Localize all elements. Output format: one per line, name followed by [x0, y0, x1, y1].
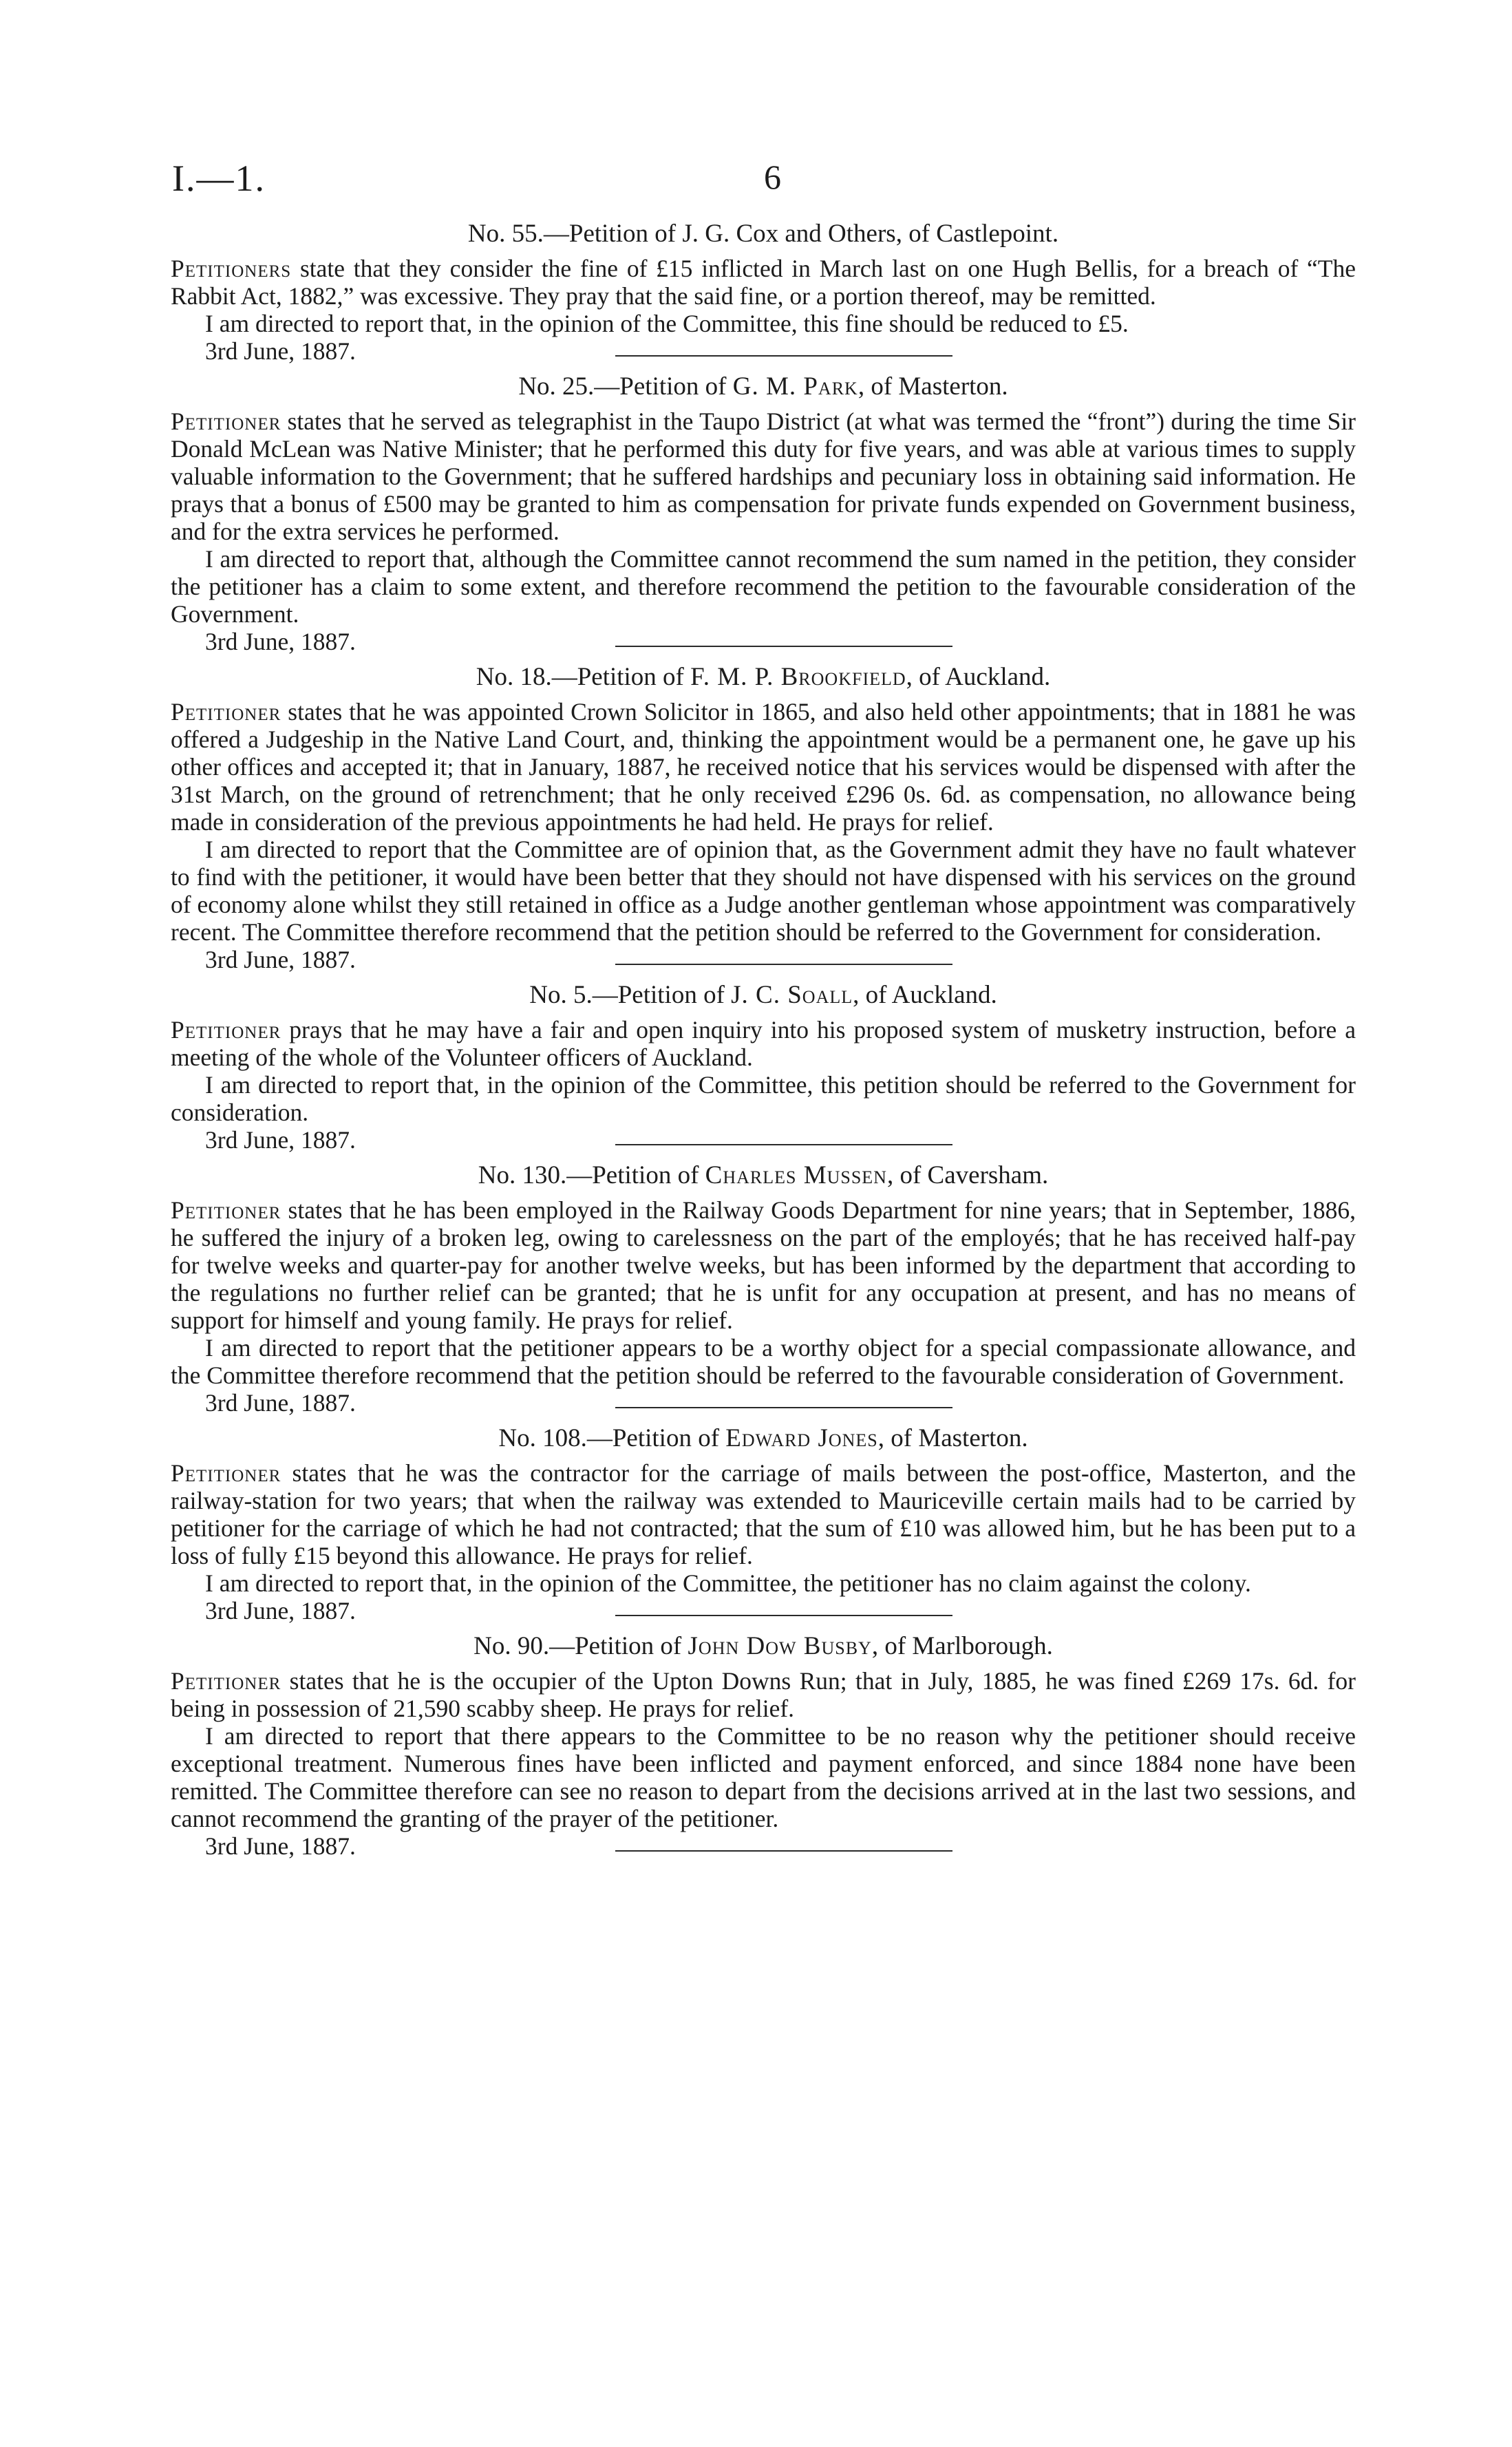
petition-55 — [171, 219, 1356, 365]
page-header — [172, 157, 1356, 205]
section-divider — [615, 1407, 952, 1408]
section-divider — [615, 1615, 952, 1616]
petition-title: No. 108.—Petition of Edward Jones, of Masterton. — [498, 1424, 1028, 1452]
committee-report: I am directed to report that there appears to the Committee to be no reason why the petitioner should receive exceptional treatment. Numerous fines have been inflicted and payment enforced, and since 1884 none have been remitted. The Committee therefore can see no reason to depart from the decisions arrived at in the last two sessions, and cannot recommend the granting of the prayer of the petitioner. — [171, 1722, 1356, 1832]
report-date: 3rd June, 1887. — [205, 1126, 356, 1154]
petition-statement: Petitioner states that he served as telegraphist in the Taupo District (at what was termed the “front”) during the time Sir Donald McLean was Native Minister; that he performed this duty for five years, and was able at various times to supply valuable information to the Government; that he suffered hardships and pecuniary loss in obtaining said information. He prays that a bonus of £500 may be granted to him as compensation for private funds expended on Government business, and for the extra services he performed. — [171, 407, 1356, 545]
petition-statement: Petitioner states that he was appointed Crown Solicitor in 1865, and also held other appointments; that in 1881 he was offered a Judgeship in the Native Land Court, and, thinking the appointment would be a permanent one, he gave up his other offices and accepted it; that in January, 1887, he received notice that his services would be dispensed with after the 31st March, on the ground of retrenchment; that he only received £296 0s. 6d. as compensation, no allowance being made in consideration of the previous appointments he had held. He prays for relief. — [171, 698, 1356, 836]
petition-18 — [171, 662, 1356, 973]
section-divider — [615, 1850, 952, 1852]
report-date: 3rd June, 1887. — [205, 946, 356, 973]
report-date: 3rd June, 1887. — [205, 628, 356, 655]
committee-report: I am directed to report that the Committee are of opinion that, as the Government admit they have no fault whatever to find with the petitioner, it would have been better that they should not have dispensed with his services on the ground of economy alone whilst they still retained in office as a Judge another gentleman whose appointment was comparatively recent. The Committee therefore recommend that the petition should be referred to the Government for consideration. — [171, 836, 1356, 946]
petitions-list — [171, 219, 1356, 1867]
committee-report: I am directed to report that, in the opinion of the Committee, this petition should be referred to the Government for consideration. — [171, 1071, 1356, 1126]
report-date: 3rd June, 1887. — [205, 337, 356, 365]
petition-title: No. 18.—Petition of F. M. P. Brookfield, of Auckland. — [476, 663, 1051, 691]
petition-statement: Petitioner states that he has been employed in the Railway Goods Department for nine years; that in September, 1886, he suffered the injury of a broken leg, owing to carelessness on the part of the employés; that he has received half-pay for twelve weeks and quarter-pay for another twelve weeks, but has been informed by the department that according to the regulations no further relief can be granted; that he is unfit for any occupation at present, and has no means of support for himself and young family. He prays for relief. — [171, 1196, 1356, 1334]
petition-statement: Petitioner states that he was the contractor for the carriage of mails between the post-office, Masterton, and the railway-station for two years; that when the railway was extended to Mauriceville certain mails had to be carried by petitioner for the carriage of which he had not contracted; that the sum of £10 was allowed him, but he has been put to a loss of fully £15 beyond this allowance. He prays for relief. — [171, 1459, 1356, 1569]
committee-report: I am directed to report that, in the opinion of the Committee, this fine should be reduced to £5. — [205, 310, 1129, 337]
petition-108 — [171, 1423, 1356, 1624]
petition-statement: Petitioner prays that he may have a fair and open inquiry into his proposed system of musketry instruction, before a meeting of the whole of the Volunteer officers of Auckland. — [171, 1016, 1356, 1071]
petition-title: No. 130.—Petition of Charles Mussen, of Caversham. — [478, 1161, 1049, 1189]
committee-report: I am directed to report that, although the Committee cannot recommend the sum named in the petition, they consider the petitioner has a claim to some extent, and therefore recommend the petition to the favourable consideration of the Government. — [171, 545, 1356, 628]
petition-title: No. 25.—Petition of G. M. Park, of Masterton. — [518, 372, 1008, 401]
petition-title: No. 5.—Petition of J. C. Soall, of Auckland. — [529, 981, 997, 1009]
section-divider — [615, 1144, 952, 1145]
petition-5 — [171, 980, 1356, 1154]
petition-title: No. 55.—Petition of J. G. Cox and Others, of Castlepoint. — [467, 220, 1059, 248]
report-date: 3rd June, 1887. — [205, 1389, 356, 1417]
petition-statement: Petitioners state that they consider the fine of £15 inflicted in March last on one Hugh Bellis, for a breach of “The Rabbit Act, 1882,” was excessive. They pray that the said fine, or a portion thereof, may be remitted. — [171, 255, 1356, 310]
petition-title: No. 90.—Petition of John Dow Busby, of Marlborough. — [473, 1632, 1053, 1660]
section-divider — [615, 646, 952, 647]
report-date: 3rd June, 1887. — [205, 1597, 356, 1624]
page-number: 6 — [764, 158, 781, 196]
document-reference: I.—1. — [172, 158, 266, 199]
section-divider — [615, 355, 952, 357]
petition-130 — [171, 1161, 1356, 1417]
report-date: 3rd June, 1887. — [205, 1832, 356, 1860]
section-divider — [615, 964, 952, 965]
petition-statement: Petitioner states that he is the occupier of the Upton Downs Run; that in July, 1885, he was fined £269 17s. 6d. for being in possession of 21,590 scabby sheep. He prays for relief. — [171, 1667, 1356, 1722]
committee-report: I am directed to report that, in the opinion of the Committee, the petitioner has no claim against the colony. — [205, 1569, 1251, 1597]
committee-report: I am directed to report that the petitioner appears to be a worthy object for a special compassionate allowance, and the Committee therefore recommend that the petition should be referred to the favourable consideration of Government. — [171, 1334, 1356, 1389]
petition-25 — [171, 372, 1356, 655]
petition-90 — [171, 1631, 1356, 1860]
